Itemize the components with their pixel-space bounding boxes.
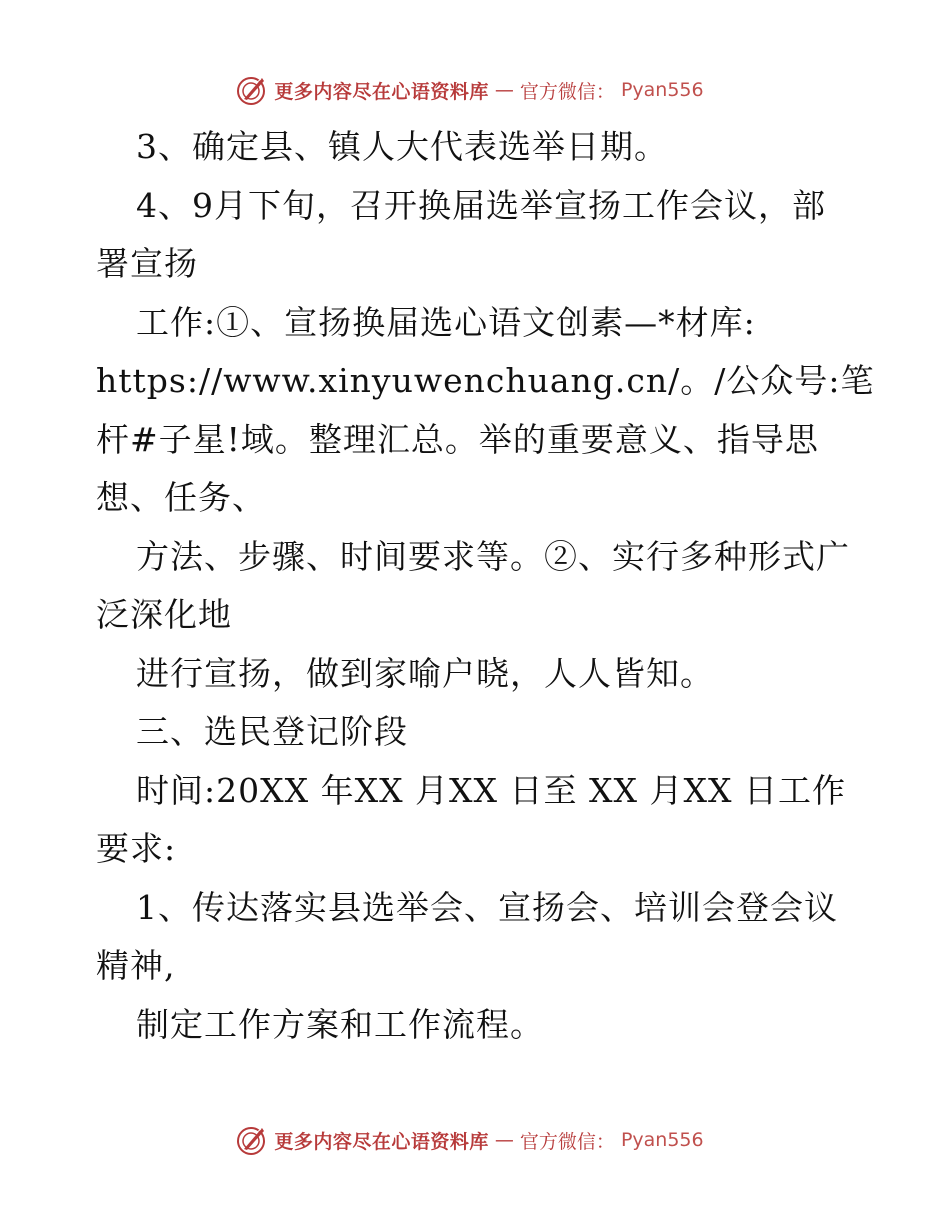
paragraph-line: 工作:①、宣扬换届选心语文创素—*材库: xyxy=(136,302,756,342)
banner-wechat-id: Pyan556 xyxy=(620,1129,704,1151)
paragraph-line: 泛深化地 xyxy=(96,595,232,634)
banner-separator: — xyxy=(494,79,514,101)
banner-wechat-label: 官方微信： xyxy=(519,80,615,103)
paragraph-line: 想、任务、 xyxy=(96,478,266,517)
document-body xyxy=(96,118,875,1054)
banner-site-text: 更多内容尽在心语资料库 xyxy=(274,1130,489,1153)
quill-logo-icon xyxy=(234,73,268,107)
footer-banner-inner xyxy=(234,1123,703,1157)
footer-watermark-banner xyxy=(0,1120,950,1160)
banner-separator: — xyxy=(494,1129,514,1151)
paragraph-line: 时间:20XX 年XX 月XX 日至 XX 月XX 日工作 xyxy=(136,770,846,810)
paragraph-line: 制定工作方案和工作流程。 xyxy=(136,1004,544,1044)
header-banner-inner xyxy=(234,73,703,107)
quill-logo-icon xyxy=(234,1123,268,1157)
paragraph-line: 4、9月下旬，召开换届选举宣扬工作会议，部 xyxy=(136,185,826,225)
paragraph-line: 杆#子星!域。整理汇总。举的重要意义、指导思 xyxy=(96,419,819,459)
paragraph-line: https://www.xinyuwenchuang.cn/。/公众号:笔 xyxy=(96,361,875,400)
section-heading-line: 三、选民登记阶段 xyxy=(136,712,408,751)
paragraph-line: 进行宣扬，做到家喻户晓，人人皆知。 xyxy=(136,653,714,693)
banner-site-text: 更多内容尽在心语资料库 xyxy=(274,80,489,103)
paragraph-line: 署宣扬 xyxy=(96,244,198,283)
banner-wechat-label: 官方微信： xyxy=(519,1130,615,1153)
paragraph-line: 3、确定县、镇人大代表选举日期。 xyxy=(136,127,668,166)
paragraph-line: 1、传达落实县选举会、宣扬会、培训会登会议 xyxy=(136,887,838,927)
header-watermark-banner xyxy=(0,70,950,110)
paragraph-line: 精神, xyxy=(96,946,176,985)
banner-wechat-id: Pyan556 xyxy=(620,79,704,101)
paragraph-line: 要求: xyxy=(96,829,177,868)
paragraph-line: 方法、步骤、时间要求等。②、实行多种形式广 xyxy=(136,536,850,576)
